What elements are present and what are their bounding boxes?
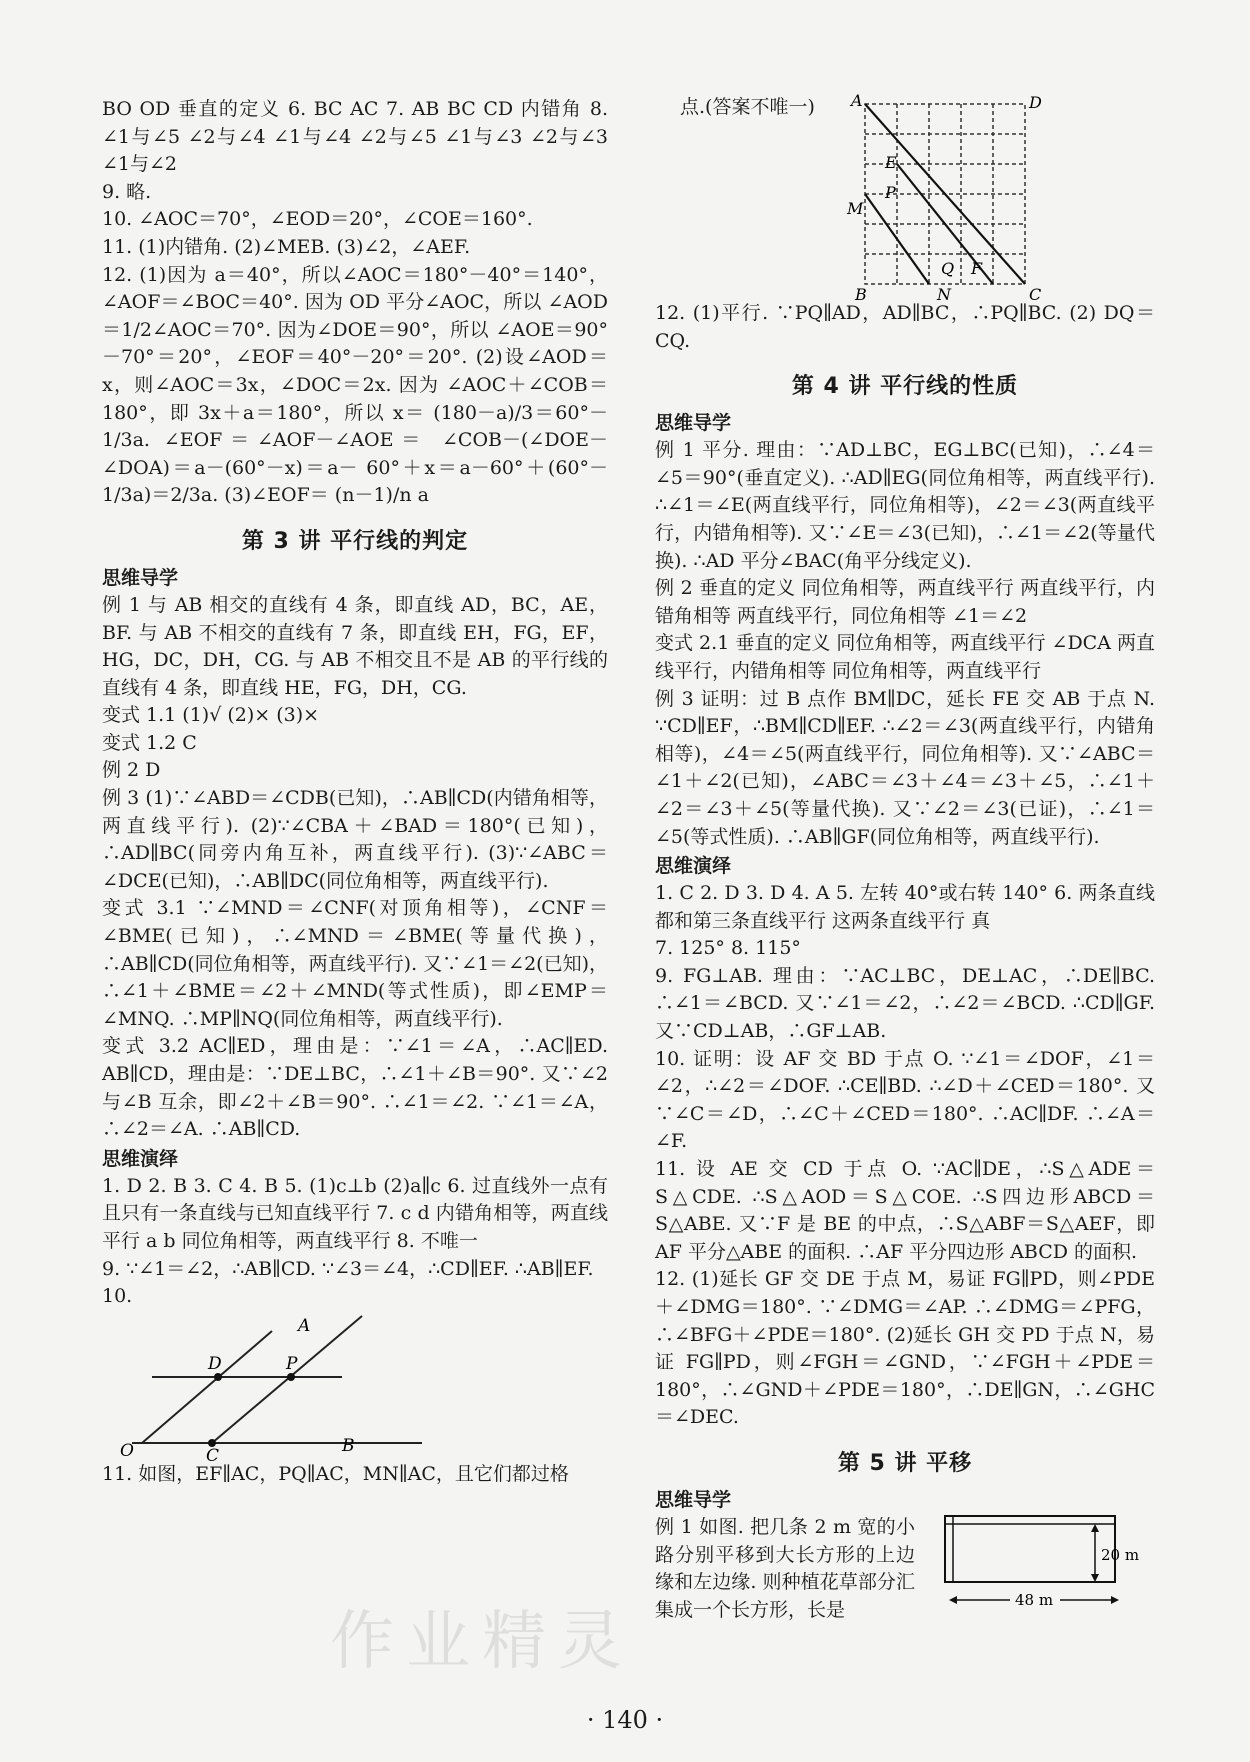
answer-line: 1. D 2. B 3. C 4. B 5. (1)c⊥b (2)a∥c 6. 过直线外一点有且只有一条直线与已知直线平行 7. c d 内错角相等，两直线平行 a b 同位角相等，两直线平行 8. 不唯一 xyxy=(102,1174,608,1252)
answer-line: 11. 如图，EF∥AC，PQ∥AC，MN∥AC，且它们都过格 xyxy=(102,1462,569,1485)
label-F: F xyxy=(971,259,983,278)
label-O: O xyxy=(120,1440,134,1461)
point-P xyxy=(287,1373,295,1381)
answer-line: 9. 略. xyxy=(102,180,152,203)
section-title: 第 4 讲 平行线的性质 xyxy=(791,374,1019,400)
example-with-figure xyxy=(655,1514,1155,1621)
arrow-head-down xyxy=(1091,1574,1099,1582)
left-column xyxy=(102,96,608,1488)
section-title: 第 5 讲 平移 xyxy=(837,1450,973,1476)
answer-line: 9. FG⊥AB. 理由：∵AC⊥BC，DE⊥AC，∴DE∥BC. ∴∠1＝∠BCD. 又∵∠1＝∠2，∴∠2＝∠BCD. ∴CD∥GF. 又∵CD⊥AB，∴GF⊥AB. xyxy=(655,964,1155,1043)
answer-line: 例 3 证明：过 B 点作 BM∥DC，延长 FE 交 AB 于点 N. ∵CD∥EF，∴BM∥CD∥EF. ∴∠2＝∠3(两直线平行，内错角相等)，∠4＝∠5(两直线平行，同位角相等). 又∵∠ABC＝∠1＋∠2(已知)，∠ABC＝∠3＋∠4＝∠3＋∠5，∴∠1＋∠2＝∠3＋∠5(等量代换). 又∵∠2＝∠3(已证)，∴∠1＝∠5(等式性质). ∴AB∥GF(同位角相等，两直线平行). xyxy=(655,687,1155,848)
subsection-title: 思维导学 xyxy=(655,1488,732,1511)
label-B: B xyxy=(855,285,867,300)
label-A: A xyxy=(851,94,863,110)
page-number: · 140 · xyxy=(586,1706,664,1734)
answer-line: BO OD 垂直的定义 6. BC AC 7. AB BC CD 内错角 8. ∠1与∠5 ∠2与∠4 ∠1与∠4 ∠2与∠5 ∠1与∠3 ∠2与∠3 ∠1与∠2 xyxy=(102,98,608,176)
arrow-head-up xyxy=(1091,1524,1099,1532)
right-column xyxy=(655,94,1155,1621)
answer-line: 10. 证明：设 AF 交 BD 于点 O. ∵∠1＝∠DOF，∠1＝∠2，∴∠2＝∠DOF. ∴CE∥BD. ∴∠D＋∠CED＝180°. 又∵∠C＝∠D，∴∠C＋∠CED＝180°. ∴AC∥DF. ∴∠A＝∠F. xyxy=(655,1047,1155,1153)
answer-line: 例 1 平分. 理由：∵AD⊥BC，EG⊥BC(已知)，∴∠4＝∠5＝90°(垂直定义). ∴AD∥EG(同位角相等，两直线平行). ∴∠1＝∠E(两直线平行，同位角相等)，∠2＝∠3(两直线平行，内错角相等). 又∵∠E＝∠3(已知)，∴∠1＝∠2(等量代换). ∴AD 平分∠BAC(角平分线定义). xyxy=(655,439,1155,572)
label-A: A xyxy=(298,1315,311,1336)
label-C: C xyxy=(1029,285,1042,300)
label-B: B xyxy=(342,1435,355,1456)
answer-line: 变式 3.2 AC∥ED，理由是：∵∠1＝∠A，∴AC∥ED. AB∥CD，理由是：∵DE⊥BC，∴∠1＋∠B＝90°. 又∵∠2 与∠B 互余，即∠2＋∠B＝90°. ∴∠1＝∠2. ∵∠1＝∠A，∴∠2＝∠A. ∴AB∥CD. xyxy=(102,1035,608,1141)
grid-figure-block xyxy=(655,94,1155,300)
answer-line: 变式 2.1 垂直的定义 同位角相等，两直线平行 ∠DCA 两直线平行，内错角相等 同位角相等，两直线平行 xyxy=(655,632,1155,682)
label-N: N xyxy=(937,285,951,300)
label-P: P xyxy=(286,1353,298,1374)
answer-line: 9. ∵∠1＝∠2，∴AB∥CD. ∵∠3＝∠4，∴CD∥EF. ∴AB∥EF. xyxy=(102,1257,594,1280)
label-height: 20 m xyxy=(1101,1545,1140,1564)
rectangle-diagram xyxy=(935,1508,1155,1618)
label-C: C xyxy=(206,1445,220,1461)
answer-line: 11. 设 AE 交 CD 于点 O. ∵AC∥DE，∴S△ADE＝S△CDE. ∴S△AOD＝S△COE. ∴S四边形ABCD＝S△ABE. 又∵F 是 BE 的中点，∴S△ABF＝S△AEF，即 AF 平分△ABE 的面积. ∴AF 平分四边形 ABCD 的面积. xyxy=(655,1158,1155,1263)
answer-line: 12. (1)平行. ∵PQ∥AD，AD∥BC，∴PQ∥BC. (2) DQ＝CQ. xyxy=(655,302,1155,352)
section-title: 第 3 讲 平行线的判定 xyxy=(241,528,469,554)
line-OA xyxy=(142,1331,272,1443)
top-path xyxy=(945,1516,1115,1524)
answer-line: 变式 3.1 ∵∠MND＝∠CNF(对顶角相等)，∠CNF＝∠BME(已知)，∴∠MND＝∠BME(等量代换)，∴AB∥CD(同位角相等，两直线平行). 又∵∠1＝∠2(已知)，∴∠1＋∠BME＝∠2＋∠MND(等式性质)，即∠EMP＝∠MNQ. ∴MP∥NQ(同位角相等，两直线平行). xyxy=(102,897,608,1030)
answer-line: 例 1 如图. 把几条 2 m 宽的小路分别平移到大长方形的上边缘和左边缘. 则种植花草部分汇集成一个长方形，长是 xyxy=(655,1515,915,1621)
subsection-title: 思维演绎 xyxy=(655,855,732,878)
label-width: 48 m xyxy=(1015,1590,1054,1609)
answer-line: 7. 125° 8. 115° xyxy=(655,937,801,960)
label-M: M xyxy=(847,199,864,218)
arrow-head-left xyxy=(949,1596,957,1604)
subsection-title: 思维导学 xyxy=(102,566,179,589)
line-CA xyxy=(212,1316,362,1443)
left-path xyxy=(945,1516,953,1582)
watermark: 作业精灵 xyxy=(330,1605,634,1679)
subsection-title: 思维演绎 xyxy=(102,1147,179,1170)
grid-diagram xyxy=(845,94,1145,300)
point-D xyxy=(214,1373,222,1381)
answer-line: 例 2 垂直的定义 同位角相等，两直线平行 两直线平行，内错角相等 两直线平行，同位角相等 ∠1＝∠2 xyxy=(655,577,1155,627)
answer-line: 例 2 D xyxy=(102,759,161,782)
figure-parallel-lines xyxy=(102,1311,608,1461)
answer-line: 1. C 2. D 3. D 4. A 5. 左转 40°或右转 140° 6. 两条直线都和第三条直线平行 这两条直线平行 真 xyxy=(655,882,1155,932)
outer-rectangle xyxy=(945,1516,1115,1582)
arrow-head-right xyxy=(1111,1596,1119,1604)
label-P: P xyxy=(885,183,896,202)
label-D: D xyxy=(1029,94,1042,112)
answer-line: 10. xyxy=(102,1285,133,1308)
answer-line: 例 1 与 AB 相交的直线有 4 条，即直线 AD，BC，AE，BF. 与 AB 不相交的直线有 7 条，即直线 EH，FG，EF，HG，DC，DH，CG. 与 AB 不相交且不是 AB 的平行线的直线有 4 条，即直线 HE，FG，DH，CG. xyxy=(102,593,608,699)
label-Q: Q xyxy=(941,259,955,278)
answer-line: 12. (1)因为 a＝40°，所以∠AOC＝180°－40°＝140°，∠AOF＝∠BOC＝40°. 因为 OD 平分∠AOC，所以 ∠AOD＝1/2∠AOC＝70°. 因为∠DOE＝90°，所以 ∠AOE＝90°－70°＝20°，∠EOF＝40°－20°＝20°. (2)设∠AOD＝x，则∠AOC＝3x，∠DOC＝2x. 因为 ∠AOC＋∠COB＝180°，即 3x＋a＝180°，所以 x＝ (180－a)/3＝60°－1/3a. ∠EOF＝∠AOF－∠AOE＝ ∠COB－(∠DOE－∠DOA)＝a－(60°－x)＝a－ 60°＋x＝a－60°＋(60°－1/3a)＝2/3a. (3)∠EOF＝ (n－1)/n a xyxy=(102,263,608,507)
parallel-lines-diagram xyxy=(102,1311,602,1461)
answer-line: 10. ∠AOC＝70°，∠EOD＝20°，∠COE＝160°. xyxy=(102,208,533,231)
answer-line: 12. (1)延长 GF 交 DE 于点 M，易证 FG∥PD，则∠PDE＋∠DMG＝180°. ∵∠DMG＝∠AP. ∴∠DMG＝∠PFG，∴∠BFG＋∠PDE＝180°. (2)延长 GH 交 PD 于点 N，易证 FG∥PD，则∠FGH＝∠GND，∵∠FGH＋∠PDE＝180°，∴∠GND＋∠PDE＝180°，∴DE∥GN，∴∠GHC＝∠DEC. xyxy=(655,1268,1155,1429)
label-D: D xyxy=(208,1353,222,1374)
answer-line: 点.(答案不唯一) xyxy=(680,96,815,118)
answer-line: 11. (1)内错角. (2)∠MEB. (3)∠2，∠AEF. xyxy=(102,235,471,258)
subsection-title: 思维导学 xyxy=(655,412,732,435)
label-E: E xyxy=(885,153,897,172)
answer-line: 例 3 (1)∵∠ABD＝∠CDB(已知)，∴AB∥CD(内错角相等，两直线平行). (2)∵∠CBA＋∠BAD＝180°(已知)，∴AD∥BC(同旁内角互补，两直线平行). (3)∵∠ABC＝∠DCE(已知)，∴AB∥DC(同位角相等，两直线平行). xyxy=(102,787,608,892)
answer-line: 变式 1.2 C xyxy=(102,731,197,754)
answer-line: 变式 1.1 (1)√ (2)× (3)× xyxy=(102,704,320,727)
